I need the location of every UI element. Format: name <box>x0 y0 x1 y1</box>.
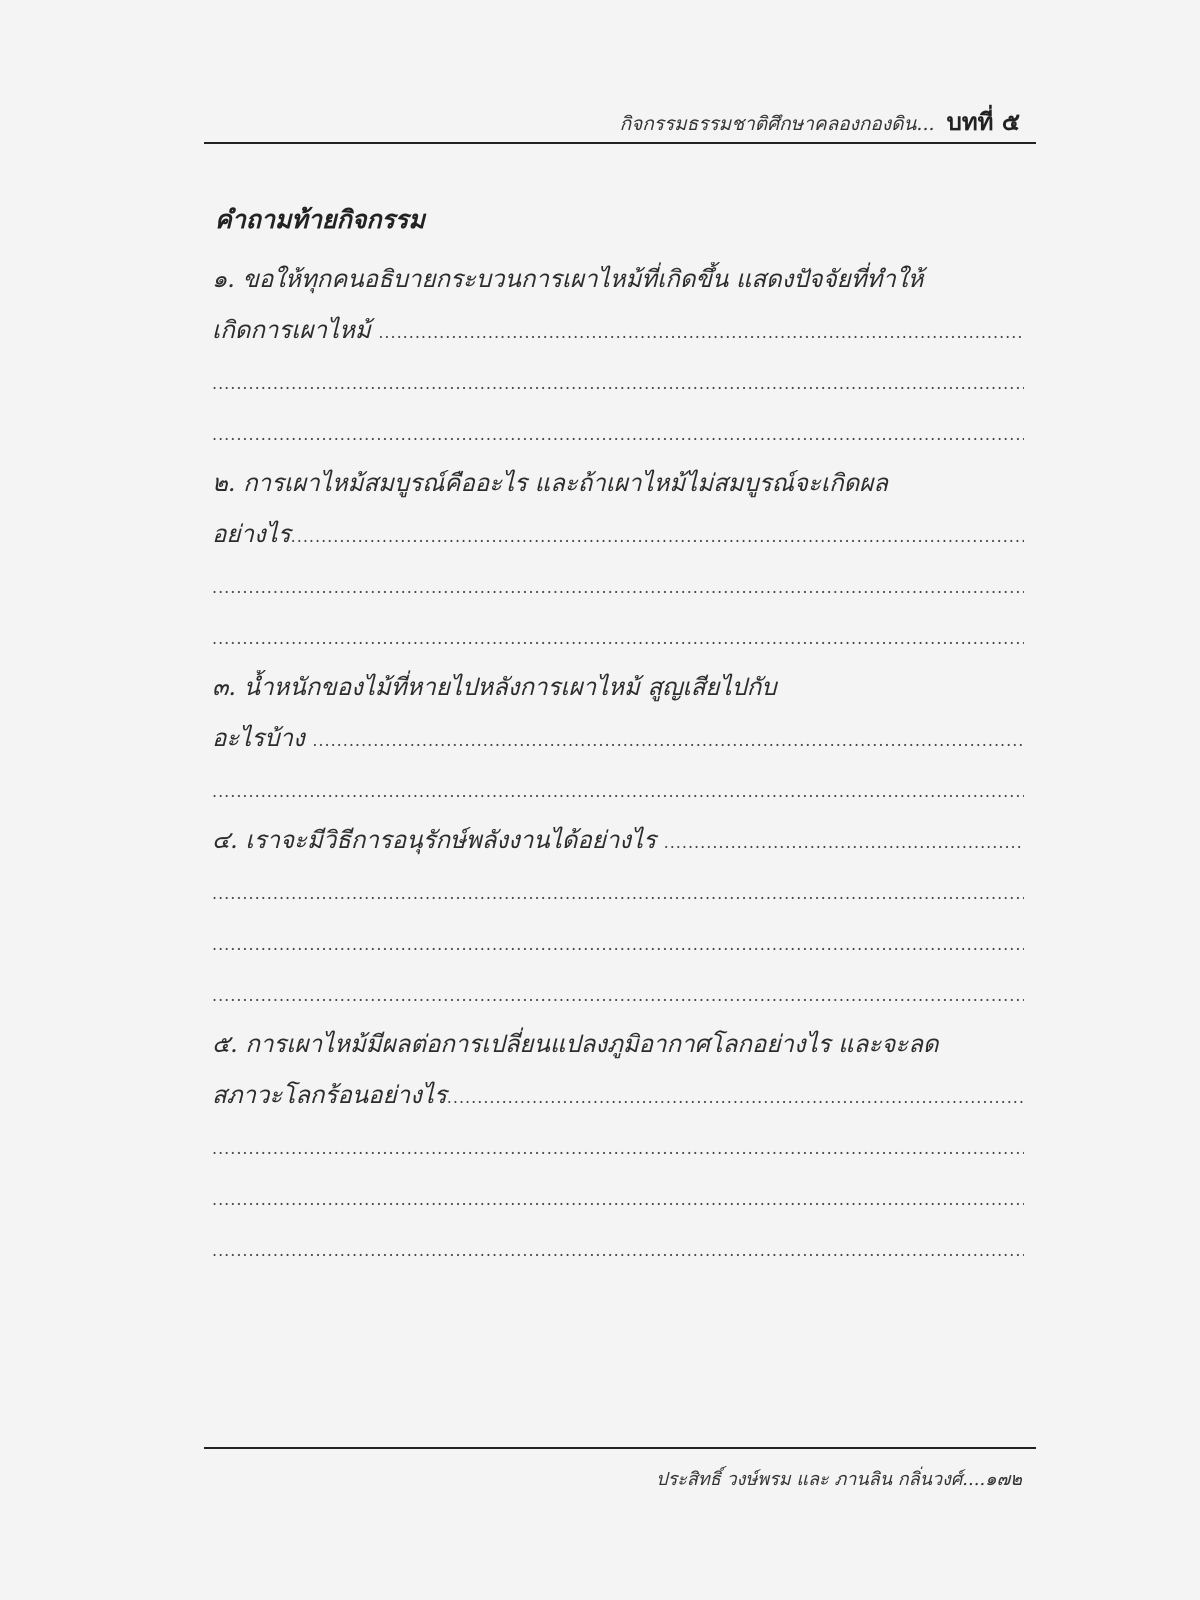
question-4-answer-line-2 <box>212 874 1024 908</box>
question-4-answer-line-4 <box>212 976 1024 1010</box>
question-5-text: ๕. การเผาไหม้มีผลต่อการเปลี่ยนแปลงภูมิอากาศโลกอย่างไร และจะลด <box>212 1030 939 1058</box>
question-1-text: ๑. ขอให้ทุกคนอธิบายกระบวนการเผาไหม้ที่เกิดขึ้น แสดงปัจจัยที่ทำให้ <box>212 265 924 293</box>
answer-dots <box>664 826 1024 854</box>
page-footer: ประสิทธิ์ วงษ์พรม และ ภานลิน กลิ่นวงศ์....๑๗๒ <box>656 1469 1022 1490</box>
question-3-answer-line-1 <box>212 721 1024 755</box>
question-5-continuation: สภาวะโลกร้อนอย่างไร <box>212 1081 447 1109</box>
question-1-answer-line-2 <box>212 364 1024 398</box>
question-3-text: ๓. น้ำหนักของไม้ที่หายไปหลังการเผาไหม้ สูญเสียไปกับ <box>212 673 777 701</box>
question-4-text: ๔. เราจะมีวิธีการอนุรักษ์พลังงานได้อย่างไร <box>212 826 664 854</box>
question-2-continuation: อย่างไร <box>212 520 291 548</box>
question-2-answer-line-1 <box>212 517 1024 551</box>
question-1-continuation: เกิดการเผาไหม้ <box>212 316 379 344</box>
header-rule <box>204 142 1036 144</box>
chapter-label: บทที่ ๕ <box>946 107 1020 136</box>
question-2-text: ๒. การเผาไหม้สมบูรณ์คืออะไร และถ้าเผาไหม้ไม่สมบูรณ์จะเกิดผล <box>212 469 888 497</box>
question-1-answer-line-3 <box>212 415 1024 449</box>
running-header <box>620 102 1020 141</box>
answer-dots <box>447 1081 1024 1109</box>
footer-rule <box>204 1447 1036 1449</box>
running-title: กิจกรรมธรรมชาติศึกษาคลองกองดิน... <box>619 113 935 135</box>
question-2-answer-line-3 <box>212 619 1024 653</box>
question-4-answer-line-3 <box>212 925 1024 959</box>
question-1-answer-line-1 <box>212 313 1024 347</box>
answer-dots <box>378 316 1024 344</box>
question-3-continuation: อะไรบ้าง <box>212 724 313 752</box>
question-4-answer-line-1 <box>212 823 1024 857</box>
question-3-answer-line-2 <box>212 772 1024 806</box>
question-5-answer-line-2 <box>212 1129 1024 1163</box>
section-title: คำถามท้ายกิจกรรม <box>215 205 425 234</box>
answer-dots <box>291 520 1024 548</box>
question-5-answer-line-4 <box>212 1231 1024 1265</box>
question-5-answer-line-1 <box>212 1078 1024 1112</box>
question-5-answer-line-3 <box>212 1180 1024 1214</box>
question-2-answer-line-2 <box>212 568 1024 602</box>
answer-dots <box>312 724 1024 752</box>
